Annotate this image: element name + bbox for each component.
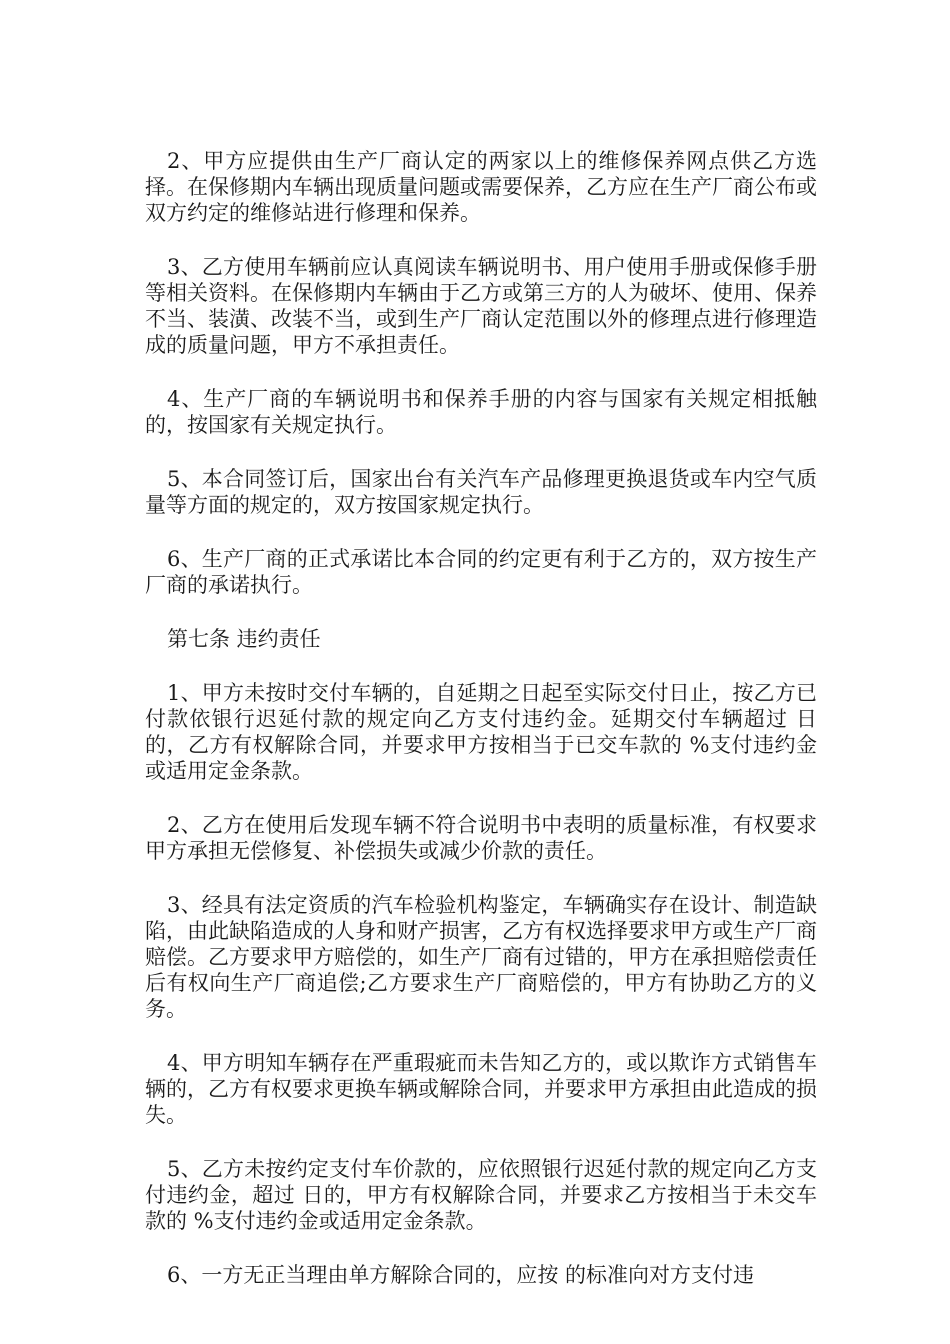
clause-paragraph: 3、乙方使用车辆前应认真阅读车辆说明书、用户使用手册或保修手册等相关资料。在保修期内车辆由于乙方或第三方的人为破坏、使用、保养不当、装潢、改装不当，或到生产厂商认定范围以外的修理点进行修理造成的质量问题，甲方不承担责任。 xyxy=(145,255,817,357)
clause-paragraph: 2、乙方在使用后发现车辆不符合说明书中表明的质量标准，有权要求甲方承担无偿修复、补偿损失或减少价款的责任。 xyxy=(145,813,817,863)
clause-paragraph: 5、本合同签订后，国家出台有关汽车产品修理更换退货或车内空气质量等方面的规定的，双方按国家规定执行。 xyxy=(145,467,817,517)
clause-paragraph: 2、甲方应提供由生产厂商认定的两家以上的维修保养网点供乙方选择。在保修期内车辆出现质量问题或需要保养，乙方应在生产厂商公布或双方约定的维修站进行修理和保养。 xyxy=(145,149,817,225)
clause-paragraph: 6、一方无正当理由单方解除合同的，应按 的标准向对方支付违 xyxy=(167,1263,755,1287)
section-heading: 第七条 违约责任 xyxy=(167,627,321,651)
clause-paragraph: 1、甲方未按时交付车辆的，自延期之日起至实际交付日止，按乙方已付款依银行迟延付款的规定向乙方支付违约金。延期交付车辆超过 日的，乙方有权解除合同，并要求甲方按相当于已交车款的 %支付违约金或适用定金条款。 xyxy=(145,681,817,783)
document-body xyxy=(145,148,817,1316)
clause-paragraph: 6、生产厂商的正式承诺比本合同的约定更有利于乙方的，双方按生产厂商的承诺执行。 xyxy=(145,547,817,597)
clause-paragraph: 3、经具有法定资质的汽车检验机构鉴定，车辆确实存在设计、制造缺陷，由此缺陷造成的人身和财产损害，乙方有权选择要求甲方或生产厂商赔偿。乙方要求甲方赔偿的，如生产厂商有过错的，甲方在承担赔偿责任后有权向生产厂商追偿;乙方要求生产厂商赔偿的，甲方有协助乙方的义务。 xyxy=(145,893,817,1021)
clause-paragraph: 4、生产厂商的车辆说明书和保养手册的内容与国家有关规定相抵触的，按国家有关规定执行。 xyxy=(145,387,817,437)
clause-paragraph: 4、甲方明知车辆存在严重瑕疵而未告知乙方的，或以欺诈方式销售车辆的，乙方有权要求更换车辆或解除合同，并要求甲方承担由此造成的损失。 xyxy=(145,1051,817,1127)
clause-paragraph: 5、乙方未按约定支付车价款的，应依照银行迟延付款的规定向乙方支付违约金，超过 日的，甲方有权解除合同，并要求乙方按相当于未交车款的 %支付违约金或适用定金条款。 xyxy=(145,1157,817,1233)
